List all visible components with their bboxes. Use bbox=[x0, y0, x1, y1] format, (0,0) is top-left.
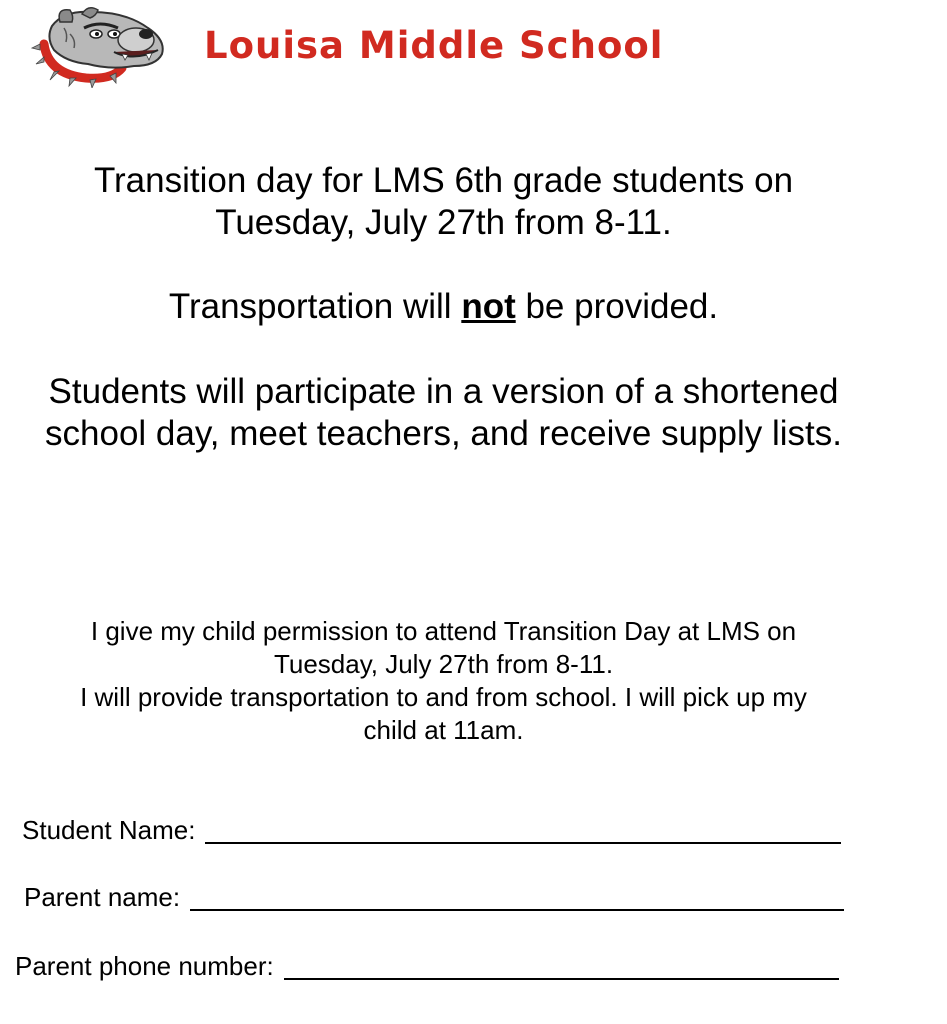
student-name-field bbox=[22, 815, 841, 846]
parent-phone-blank[interactable] bbox=[284, 977, 839, 980]
permission-statement bbox=[0, 615, 887, 747]
announcement-line: Tuesday, July 27th from 8-11. bbox=[215, 203, 672, 242]
activities-line: Students will participate in a version of a shortened bbox=[48, 372, 839, 411]
announcement-line: Transition day for LMS 6th grade students on bbox=[93, 161, 794, 200]
transport-text: Transportation will bbox=[168, 287, 462, 326]
parent-name-label: Parent name: bbox=[24, 882, 181, 912]
permission-line: I will provide transportation to and from school. I will pick up my bbox=[80, 682, 807, 712]
activities-description bbox=[0, 371, 887, 455]
transportation-notice bbox=[0, 286, 887, 328]
parent-name-blank[interactable] bbox=[190, 908, 844, 911]
transition-day-announcement bbox=[0, 160, 887, 244]
transport-text: be provided. bbox=[515, 287, 719, 326]
parent-phone-label: Parent phone number: bbox=[15, 951, 274, 981]
permission-line: I give my child permission to attend Transition Day at LMS on bbox=[90, 616, 797, 646]
permission-line: Tuesday, July 27th from 8-11. bbox=[273, 649, 614, 679]
student-name-blank[interactable] bbox=[205, 841, 841, 844]
school-name-title: Louisa Middle School bbox=[204, 24, 664, 67]
permission-line: child at 11am. bbox=[363, 715, 524, 745]
header bbox=[30, 4, 890, 88]
student-name-label: Student Name: bbox=[22, 815, 196, 845]
transport-emphasis: not bbox=[461, 287, 516, 326]
activities-line: school day, meet teachers, and receive supply lists. bbox=[45, 414, 842, 453]
bulldog-mascot-icon bbox=[30, 4, 170, 88]
parent-phone-field bbox=[15, 951, 839, 982]
parent-name-field bbox=[24, 882, 844, 913]
